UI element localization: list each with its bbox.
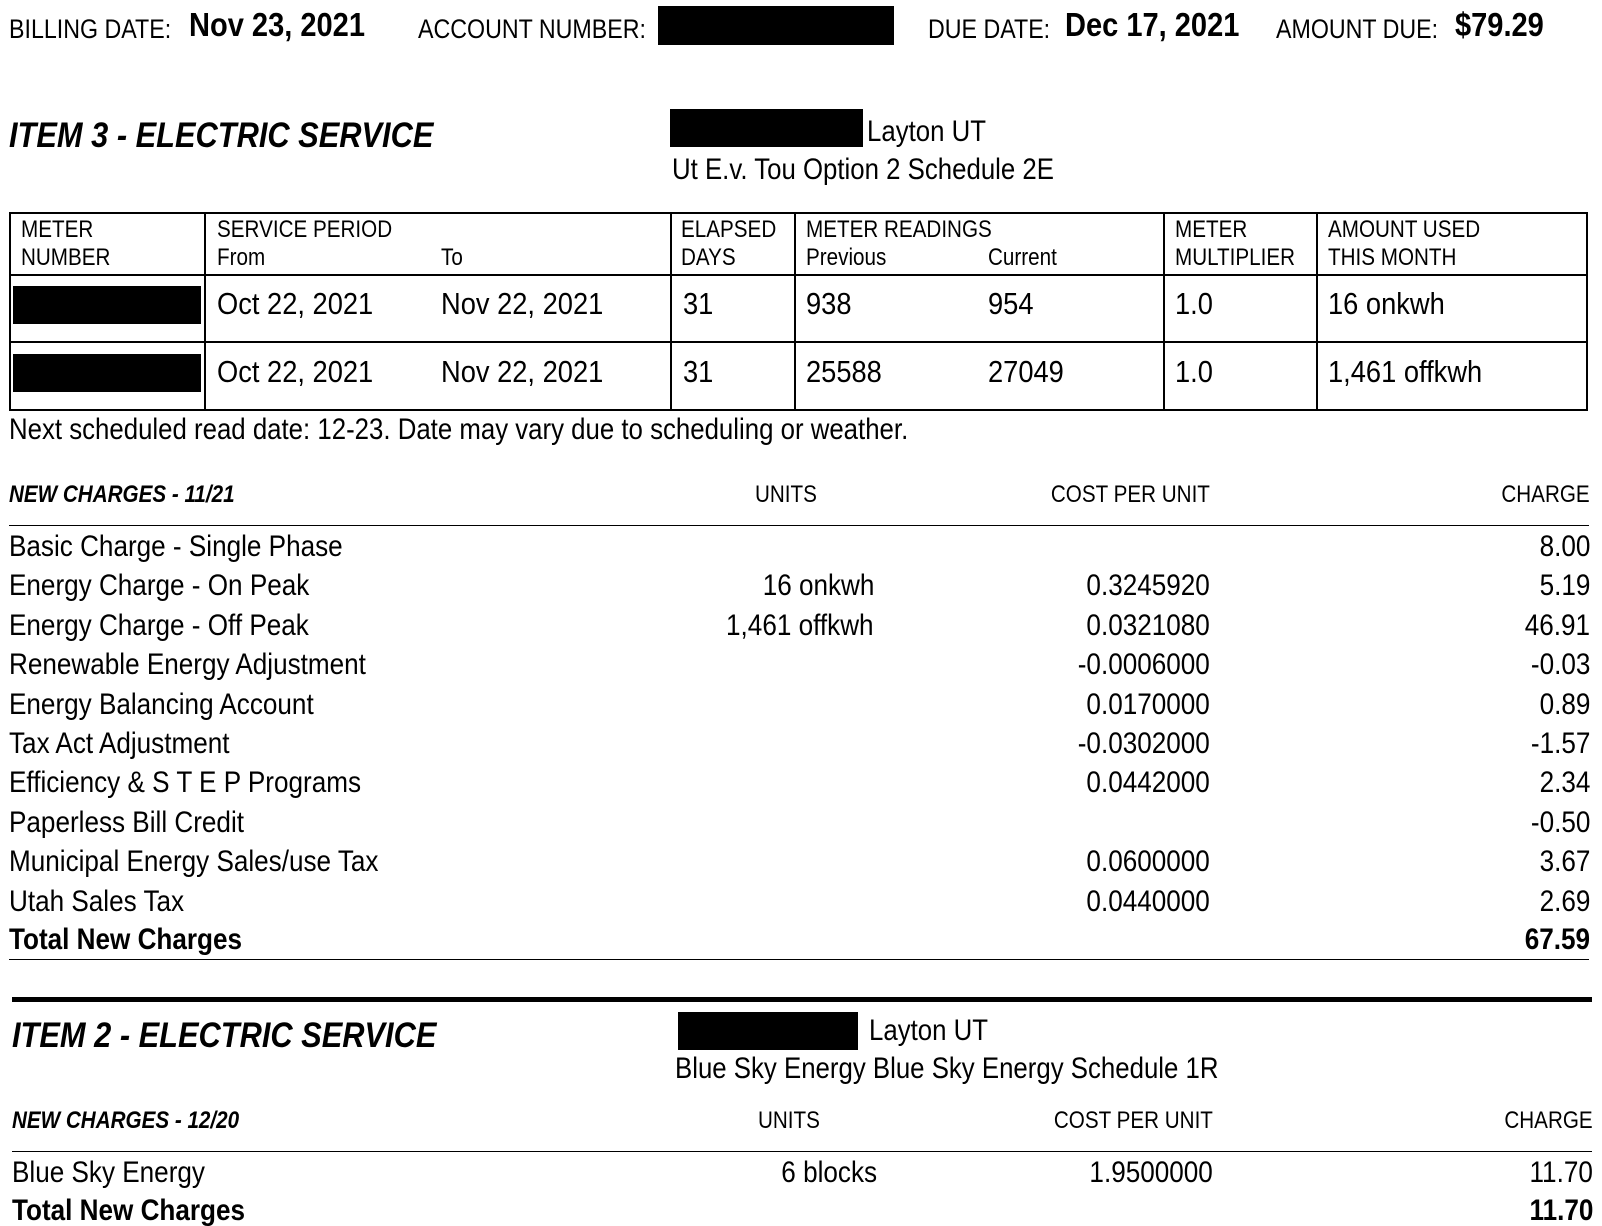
- row1-to: Nov 22, 2021: [441, 286, 604, 321]
- item3-units-header: UNITS: [755, 481, 817, 508]
- charge-amount: -1.57: [1530, 727, 1590, 760]
- charge-description: Paperless Bill Credit: [9, 806, 244, 839]
- billing-date-label: BILLING DATE:: [9, 14, 172, 44]
- item3-charges-title: NEW CHARGES - 11/21: [9, 481, 235, 508]
- item2-cost-header: COST PER UNIT: [1053, 1107, 1213, 1134]
- item3-address-redaction: [670, 109, 863, 147]
- amount-due-label: AMOUNT DUE:: [1276, 14, 1439, 44]
- header-amount-used: AMOUNT USED THIS MONTH: [1328, 216, 1481, 271]
- charge-amount: 2.69: [1539, 885, 1590, 918]
- item2-charge-header: CHARGE: [1504, 1107, 1593, 1134]
- item2-title: ITEM 2 - ELECTRIC SERVICE: [12, 1016, 437, 1055]
- item2-header-rule: [12, 1151, 1592, 1152]
- meter-readings-table: [9, 212, 1588, 411]
- item3-total-rule: [9, 959, 1589, 960]
- item2-charge-units: 6 blocks: [781, 1156, 877, 1189]
- header-meter-number: METER NUMBER: [21, 216, 111, 271]
- charge-description: Basic Charge - Single Phase: [9, 530, 343, 563]
- charge-cost-per-unit: 0.3245920: [1086, 569, 1210, 602]
- charge-amount: -0.03: [1530, 648, 1590, 681]
- item2-total-label: Total New Charges: [12, 1194, 246, 1226]
- header-meter-readings: METER READINGS: [806, 216, 992, 243]
- row1-from: Oct 22, 2021: [217, 286, 374, 321]
- header-current: Current: [988, 244, 1057, 271]
- row1-previous: 938: [806, 286, 852, 321]
- charge-amount: -0.50: [1530, 806, 1590, 839]
- item3-header-rule: [9, 525, 1589, 526]
- charge-cost-per-unit: 0.0170000: [1086, 688, 1210, 721]
- charge-amount: 46.91: [1524, 609, 1590, 642]
- charge-description: Energy Charge - Off Peak: [9, 609, 309, 642]
- item2-address-redaction: [678, 1012, 858, 1050]
- item3-total-label: Total New Charges: [9, 923, 243, 956]
- header-from: From: [217, 244, 266, 271]
- row2-to: Nov 22, 2021: [441, 354, 604, 389]
- account-number-label: ACCOUNT NUMBER:: [418, 14, 646, 44]
- item3-city: Layton UT: [867, 115, 987, 148]
- item3-charge-header: CHARGE: [1501, 481, 1590, 508]
- row2-days: 31: [683, 354, 714, 389]
- charge-amount: 0.89: [1539, 688, 1590, 721]
- item3-title: ITEM 3 - ELECTRIC SERVICE: [9, 116, 434, 155]
- charge-amount: 5.19: [1539, 569, 1590, 602]
- item2-total-value: 11.70: [1529, 1194, 1593, 1226]
- charge-units: 16 onkwh: [762, 569, 874, 602]
- charge-cost-per-unit: 0.0442000: [1086, 766, 1210, 799]
- header-elapsed-days: ELAPSED DAYS: [681, 216, 777, 271]
- item2-units-header: UNITS: [758, 1107, 820, 1134]
- charge-description: Municipal Energy Sales/use Tax: [9, 845, 379, 878]
- account-number-redaction: [658, 6, 894, 45]
- amount-due-value: $79.29: [1455, 6, 1544, 43]
- row2-current: 27049: [988, 354, 1064, 389]
- charge-description: Utah Sales Tax: [9, 885, 185, 918]
- header-meter-multiplier: METER MULTIPLIER: [1175, 216, 1296, 271]
- row1-multiplier: 1.0: [1175, 286, 1213, 321]
- row1-current: 954: [988, 286, 1034, 321]
- row2-from: Oct 22, 2021: [217, 354, 374, 389]
- charge-description: Energy Charge - On Peak: [9, 569, 310, 602]
- item2-charge-desc: Blue Sky Energy: [12, 1156, 205, 1189]
- item2-charges-title: NEW CHARGES - 12/20: [12, 1107, 240, 1134]
- charge-cost-per-unit: -0.0006000: [1077, 648, 1210, 681]
- row1-amount: 16 onkwh: [1328, 286, 1445, 321]
- charge-description: Renewable Energy Adjustment: [9, 648, 366, 681]
- section-divider: [12, 997, 1592, 1002]
- row2-previous: 25588: [806, 354, 882, 389]
- item2-charge-cost: 1.9500000: [1089, 1156, 1213, 1189]
- charge-units: 1,461 offkwh: [726, 609, 874, 642]
- item3-total-value: 67.59: [1524, 923, 1590, 956]
- meter-number-redaction: [13, 354, 201, 392]
- row2-amount: 1,461 offkwh: [1328, 354, 1483, 389]
- item3-cost-header: COST PER UNIT: [1050, 481, 1210, 508]
- header-to: To: [441, 244, 463, 271]
- row2-multiplier: 1.0: [1175, 354, 1213, 389]
- charge-description: Tax Act Adjustment: [9, 727, 230, 760]
- charge-cost-per-unit: -0.0302000: [1077, 727, 1210, 760]
- charge-amount: 2.34: [1539, 766, 1590, 799]
- next-read-date-note: Next scheduled read date: 12-23. Date may vary due to scheduling or weather.: [9, 413, 909, 446]
- charge-amount: 3.67: [1539, 845, 1590, 878]
- item2-city: Layton UT: [869, 1014, 989, 1047]
- item2-schedule: Blue Sky Energy Blue Sky Energy Schedule 1R: [675, 1052, 1219, 1085]
- charge-cost-per-unit: 0.0600000: [1086, 845, 1210, 878]
- charge-amount: 8.00: [1539, 530, 1590, 563]
- row1-days: 31: [683, 286, 714, 321]
- billing-date-value: Nov 23, 2021: [189, 6, 365, 43]
- charge-description: Efficiency & S T E P Programs: [9, 766, 362, 799]
- meter-number-redaction: [13, 286, 201, 324]
- charge-cost-per-unit: 0.0440000: [1086, 885, 1210, 918]
- item2-charge-amount: 11.70: [1529, 1156, 1593, 1189]
- due-date-label: DUE DATE:: [928, 14, 1051, 44]
- item3-schedule: Ut E.v. Tou Option 2 Schedule 2E: [672, 153, 1054, 186]
- due-date-value: Dec 17, 2021: [1065, 6, 1240, 43]
- header-service-period: SERVICE PERIOD: [217, 216, 393, 243]
- charge-cost-per-unit: 0.0321080: [1086, 609, 1210, 642]
- charge-description: Energy Balancing Account: [9, 688, 314, 721]
- header-previous: Previous: [806, 244, 887, 271]
